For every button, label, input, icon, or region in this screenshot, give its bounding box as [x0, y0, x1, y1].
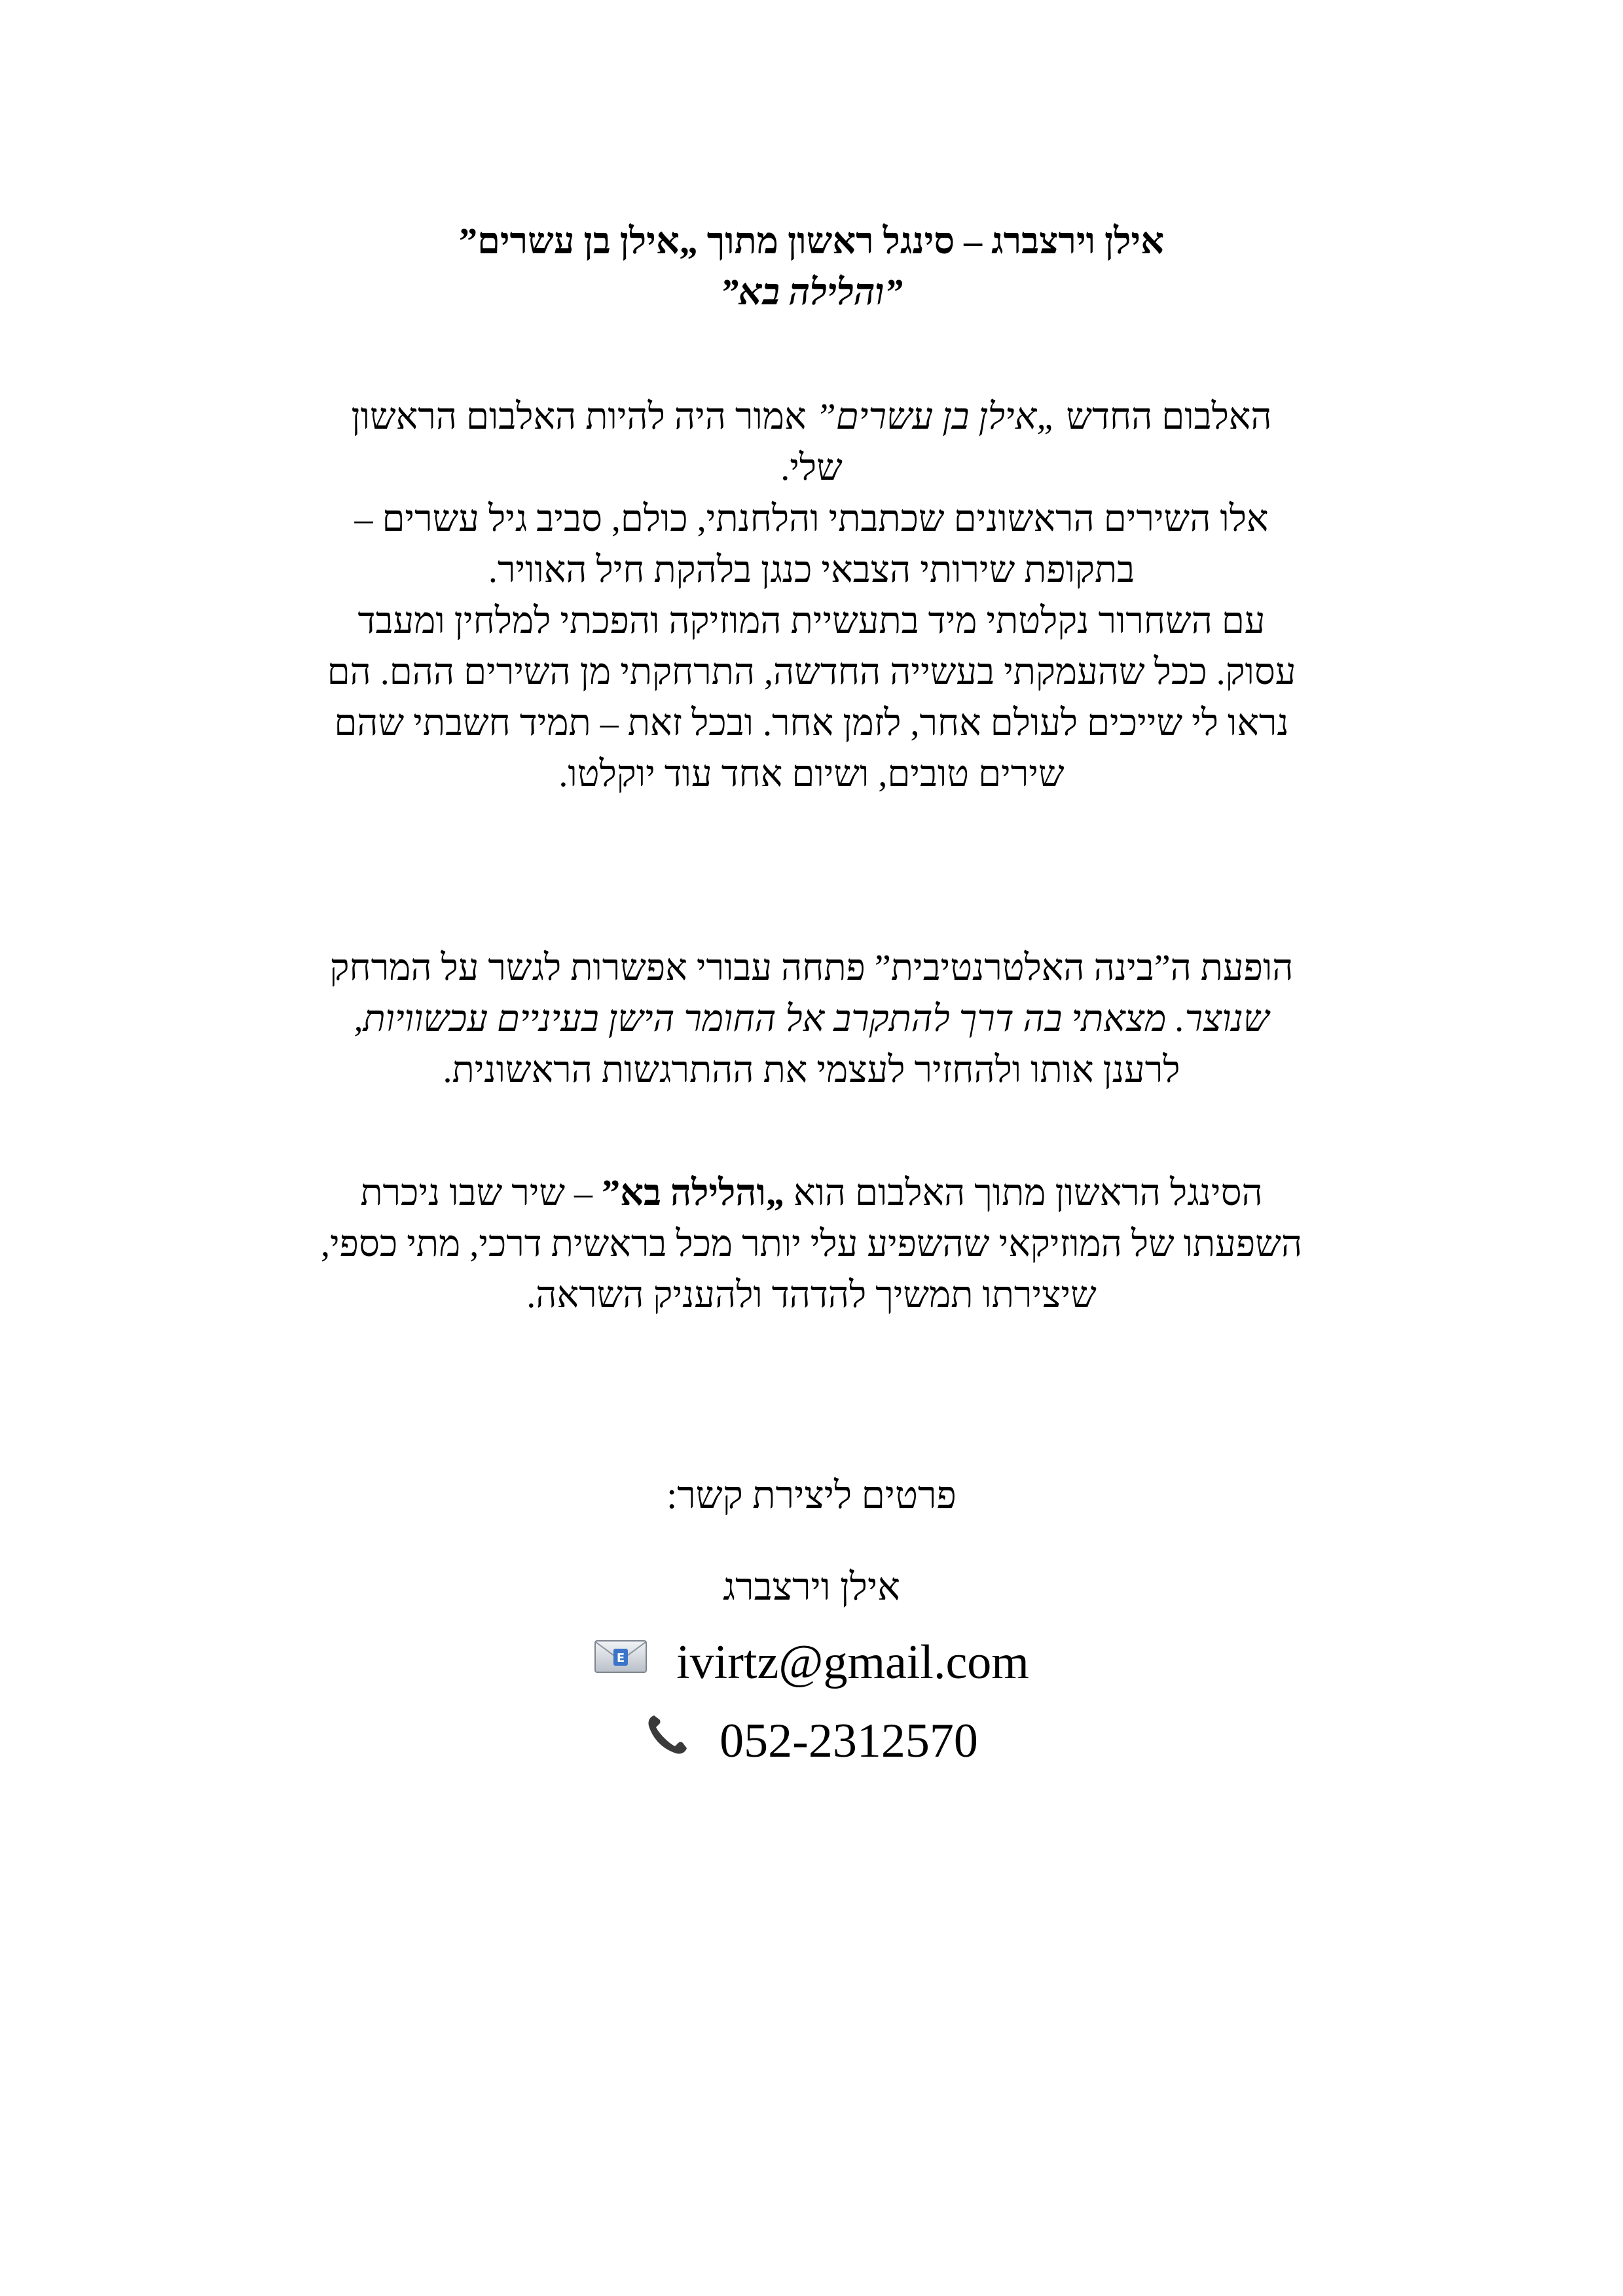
paragraph-2-line-3: לרענן אותו ולהחזיר לעצמי את ההתרגשות הראשונית.: [443, 1050, 1180, 1090]
paragraph-2-line-1: הופעת ה”בינה האלטרנטיבית” פתחה עבורי אפשרות לגשר על המרחק: [329, 948, 1294, 988]
paragraph-1-line-7: נראו לי שייכים לעולם אחר, לזמן אחר. ובכל זאת – תמיד חשבתי שהם: [334, 703, 1289, 744]
paragraph-2: [157, 942, 1466, 1096]
contact-email-row: [157, 1623, 1466, 1702]
paragraph-1-line-6: עסוק. ככל שהעמקתי בעשייה החדשה, התרחקתי מן השירים ההם. הם: [327, 652, 1296, 692]
paragraph-1-line-5: עם השחרור נקלטתי מיד בתעשיית המוזיקה והפכתי למלחין ומעבד: [357, 601, 1266, 641]
title-line-1: אילן וירצברג – סינגל ראשון מתוך „אילן בן עשרים”: [458, 221, 1165, 262]
paragraph-1-line-2: שלי.: [780, 448, 843, 488]
contact-label: פרטים ליצירת קשר:: [666, 1474, 957, 1516]
contact-phone-row: [157, 1702, 1466, 1780]
paragraph-2-line-2: שנוצר. מצאתי בה דרך להתקרב אל החומר הישן בעיניים עכשוויות,: [354, 999, 1269, 1039]
contact-name: אילן וירצברג: [723, 1566, 900, 1608]
paragraph-1-line-4: בתקופת שירותי הצבאי כנגן בלהקת חיל האוויר.: [488, 550, 1135, 590]
paragraph-3-line-2: השפעתו של המוזיקאי שהשפיע עלי יותר מכל בראשית דרכי, מתי כספי,: [320, 1224, 1303, 1265]
contact-email[interactable]: ivirtz@gmail.com: [676, 1636, 1029, 1689]
album-name-italic: „אילן בן עשרים”: [815, 397, 1057, 437]
contact-phone[interactable]: 052-2312570: [720, 1714, 978, 1768]
document-title: [157, 216, 1466, 318]
paragraph-1-line-8: שירים טובים, ושיום אחד עוד יוקלטו.: [558, 754, 1065, 795]
telephone-icon: [645, 1712, 691, 1771]
svg-text:E: E: [616, 1651, 625, 1665]
envelope-icon: [594, 1636, 647, 1689]
p1-text-c: אמור היה להיות האלבום הראשון: [351, 397, 816, 437]
p1-text-a: האלבום החדש: [1057, 397, 1272, 437]
single-name-bold: „והלילה בא”: [602, 1173, 784, 1213]
paragraph-3: [157, 1168, 1466, 1321]
paragraph-3-line-3: שיצירתו תמשיך להדהד ולהעניק השראה.: [526, 1275, 1097, 1316]
title-line-2: ”והלילה בא”: [720, 272, 903, 313]
contact-section: [157, 1466, 1466, 1780]
paragraph-1-line-1: [157, 391, 1466, 442]
paragraph-1-line-3: אלו השירים הראשונים שכתבתי והלחנתי, כולם, סביב גיל עשרים –: [354, 499, 1269, 539]
p3-text-c: – שיר שבו ניכרת: [360, 1173, 602, 1213]
p3-text-a: הסינגל הראשון מתוך האלבום הוא: [784, 1173, 1263, 1213]
paragraph-3-line-1: [157, 1168, 1466, 1219]
paragraph-1: [157, 391, 1466, 800]
